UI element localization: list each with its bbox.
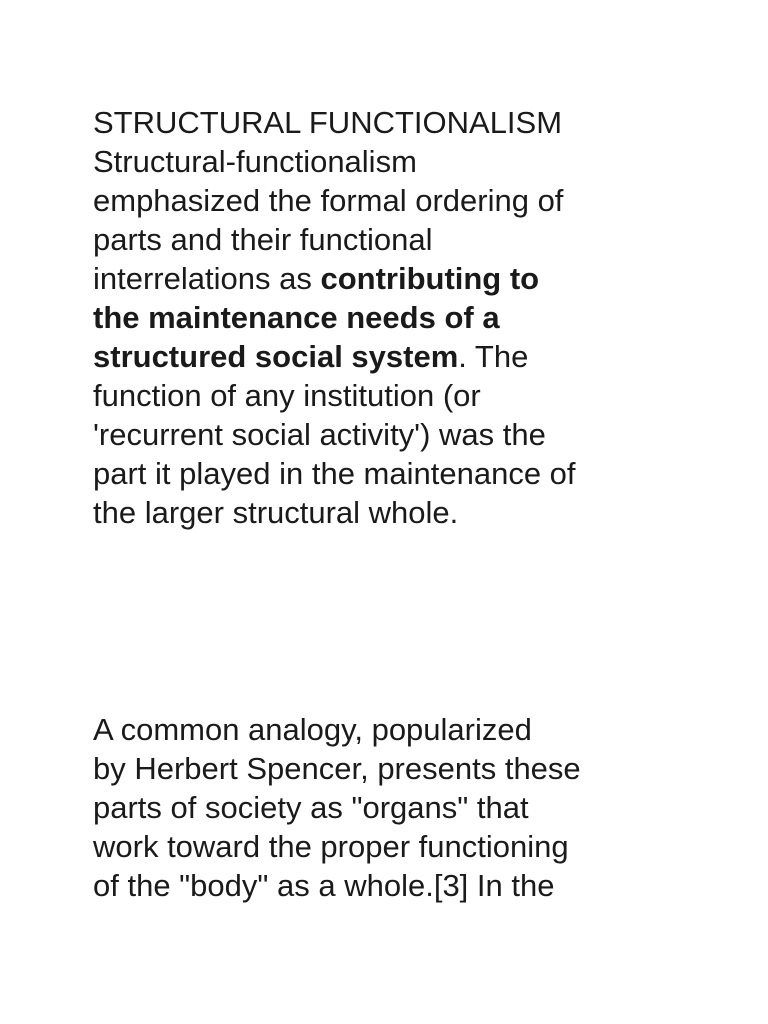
bold-text-segment: contributing to [320, 261, 540, 296]
text-line: work toward the proper functioning [93, 829, 569, 864]
text-line: parts and their functional [93, 222, 433, 257]
paragraph-structural-functionalism [93, 103, 693, 532]
text-line: parts of society as "organs" that [93, 790, 529, 825]
text-line: Structural-functionalism [93, 144, 417, 179]
text-line: function of any institution (or [93, 378, 481, 413]
text-line: emphasized the formal ordering of [93, 183, 564, 218]
text-line: 'recurrent social activity') was the [93, 417, 546, 452]
paragraph-common-analogy [93, 710, 693, 905]
heading: STRUCTURAL FUNCTIONALISM [93, 105, 563, 140]
text-line: the larger structural whole. [93, 495, 459, 530]
text-segment: interrelations as [93, 261, 321, 296]
text-segment: . The [458, 339, 529, 374]
bold-text-segment: structured social system [93, 339, 459, 374]
text-line: A common analogy, popularized [93, 712, 532, 747]
text-line: by Herbert Spencer, presents these [93, 751, 581, 786]
text-line: part it played in the maintenance of [93, 456, 576, 491]
text-line: of the "body" as a whole.[3] In the [93, 868, 555, 903]
text-line [93, 337, 693, 376]
bold-text-line: the maintenance needs of a [93, 300, 500, 335]
text-line [93, 259, 693, 298]
